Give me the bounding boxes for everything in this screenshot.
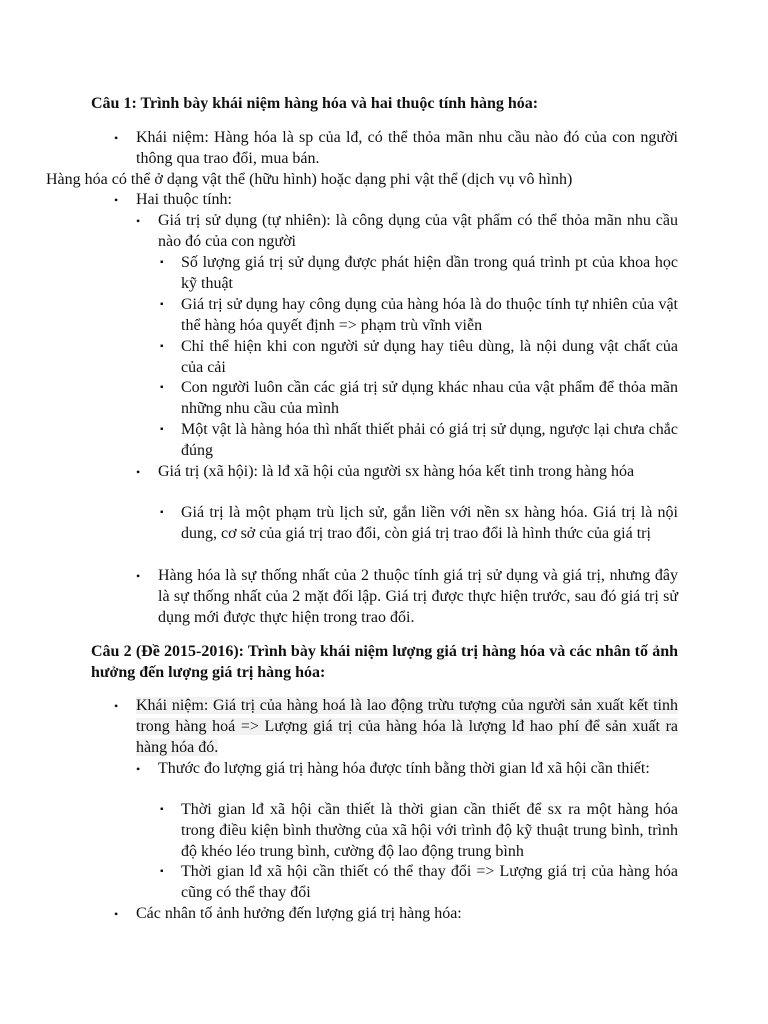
bullet-icon: • xyxy=(136,569,141,583)
note-paragraph: Hàng hóa có thể ở dạng vật thể (hữu hình) hoặc dạng phi vật thể (dịch vụ vô hình) xyxy=(46,171,573,188)
list-item-text: Thời gian lđ xã hội cần thiết có thể thay đổi => Lượng giá trị của hàng hóa cũng có thể thay đổi xyxy=(181,863,678,901)
list-item-text: Hàng hóa là sự thống nhất của 2 thuộc tính giá trị sử dụng và giá trị, nhưng đây là sự thống nhất của 2 mặt đối lập. Giá trị được thực hiện trước, sau đó giá trị sử dụng mới được thực hiện trong trao đổi. xyxy=(158,567,678,626)
bullet-icon: • xyxy=(114,131,119,145)
bullet-icon: • xyxy=(136,465,141,479)
list-item-text: Con người luôn cần các giá trị sử dụng khác nhau của vật phẩm để thỏa mãn những nhu cầu của mình xyxy=(181,379,678,417)
bullet-icon: • xyxy=(114,699,119,713)
square-bullet-icon: ▪ xyxy=(160,299,164,310)
list-item-nhan-to xyxy=(114,904,678,925)
bullet-icon: • xyxy=(114,193,119,207)
square-bullet-icon: ▪ xyxy=(160,382,164,393)
list-item-gia-tri xyxy=(136,462,678,483)
square-bullet-icon: ▪ xyxy=(160,866,164,877)
list-item-td-1 xyxy=(160,800,678,862)
list-item-gtsd-3 xyxy=(160,337,678,379)
list-item-text: Các nhân tố ảnh hưởng đến lượng giá trị hàng hóa: xyxy=(136,905,462,922)
list-item-text: Thời gian lđ xã hội cần thiết là thời gian cần thiết để sx ra một hàng hóa trong điều kiện bình thường của xã hội với trình độ kỹ thuật trung bình, trình độ khéo léo trung bình, cường độ lao động trung bình xyxy=(181,801,678,860)
square-bullet-icon: ▪ xyxy=(160,424,164,435)
list-item-text: Khái niệm: Hàng hóa là sp của lđ, có thể thỏa mãn nhu cầu nào đó của con người thông qua trao đổi, mua bán. xyxy=(136,129,678,167)
list-item-khai-niem-2 xyxy=(114,696,678,758)
list-item-text: Giá trị sử dụng hay công dụng của hàng hóa là do thuộc tính tự nhiên của vật thể hàng hóa quyết định => phạm trù vĩnh viễn xyxy=(181,296,678,334)
list-item-text: Giá trị là một phạm trù lịch sử, gắn liền với nền sx hàng hóa. Giá trị là nội dung, cơ sở của giá trị trao đổi, còn giá trị trao đổi là hình thức của giá trị xyxy=(181,504,678,542)
question-1-heading: Câu 1: Trình bày khái niệm hàng hóa và hai thuộc tính hàng hóa: xyxy=(91,95,539,112)
list-item-gtsd-1 xyxy=(160,253,678,295)
list-item-hai-thuoc-tinh xyxy=(114,190,678,211)
list-item-text: Hai thuộc tính: xyxy=(136,191,232,208)
list-item-text: Giá trị sử dụng (tự nhiên): là công dụng của vật phẩm có thể thỏa mãn nhu cầu nào đó của con người xyxy=(158,212,678,250)
square-bullet-icon: ▪ xyxy=(160,257,164,268)
list-item-text: Chỉ thể hiện khi con người sử dụng hay tiêu dùng, là nội dung vật chất của của cải xyxy=(181,338,678,376)
list-item-thuoc-do xyxy=(136,759,678,780)
list-item-gia-tri-su-dung xyxy=(136,211,678,253)
list-item-khai-niem xyxy=(114,128,678,170)
square-bullet-icon: ▪ xyxy=(160,341,164,352)
list-item-text: Thước đo lượng giá trị hàng hóa được tính bằng thời gian lđ xã hội cần thiết: xyxy=(158,760,650,777)
bullet-icon: • xyxy=(136,214,141,228)
question-2-heading: Câu 2 (Đề 2015-2016): Trình bày khái niệm lượng giá trị hàng hóa và các nhân tố ảnh hưởng đến lượng giá trị hàng hóa: xyxy=(91,643,678,681)
list-item-thong-nhat xyxy=(136,566,678,628)
list-item-gt-1 xyxy=(160,503,678,545)
list-item-gtsd-4 xyxy=(160,378,678,420)
list-item-gtsd-5 xyxy=(160,420,678,462)
list-item-text: Giá trị (xã hội): là lđ xã hội của người sx hàng hóa kết tinh trong hàng hóa xyxy=(158,463,635,480)
bullet-icon: • xyxy=(114,907,119,921)
square-bullet-icon: ▪ xyxy=(160,804,164,815)
list-item-text: Một vật là hàng hóa thì nhất thiết phải có giá trị sử dụng, ngược lại chưa chắc đúng xyxy=(181,421,678,459)
bullet-icon: • xyxy=(136,762,141,776)
list-item-td-2 xyxy=(160,862,678,904)
list-item-text: Số lượng giá trị sử dụng được phát hiện dần trong quá trình pt của khoa học kỹ thuật xyxy=(181,254,678,292)
list-item-text: Khái niệm: Giá trị của hàng hoá là lao động trừu tượng của người sản xuất kết tinh trong hàng hoá => Lượng giá trị của hàng hóa là lượng lđ hao phí để sản xuất ra hàng hóa đó. xyxy=(136,697,678,756)
list-item-gtsd-2 xyxy=(160,295,678,337)
square-bullet-icon: ▪ xyxy=(160,507,164,518)
